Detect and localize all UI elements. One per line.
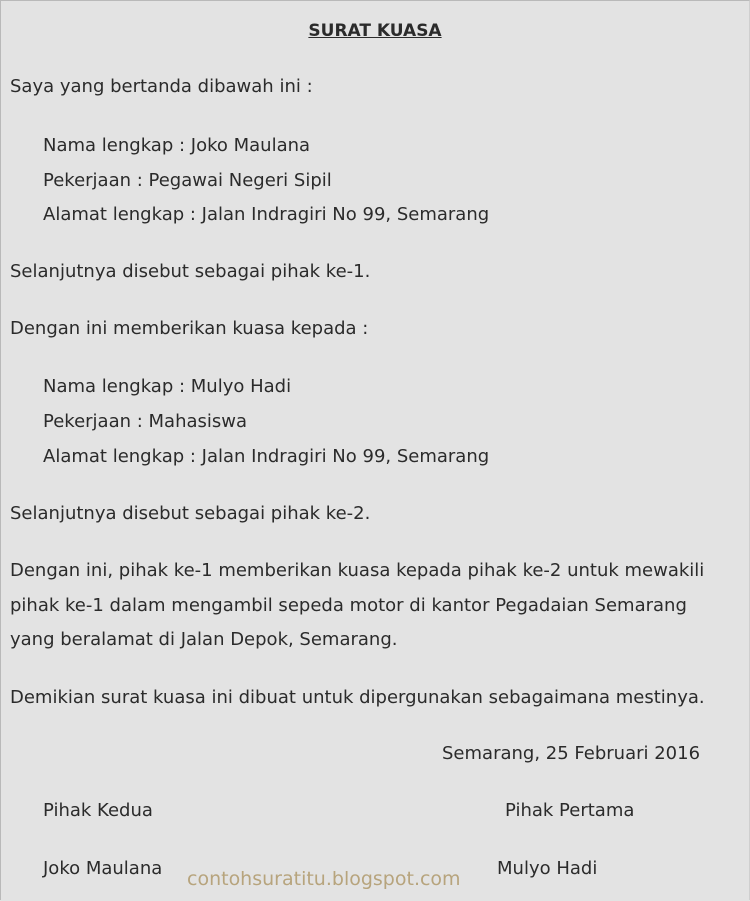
document-title: SURAT KUASA — [308, 21, 442, 41]
signature-name-right: Mulyo Hadi — [497, 858, 598, 879]
signature-label-left: Pihak Kedua — [43, 800, 153, 821]
body-line-3: yang beralamat di Jalan Depok, Semarang. — [10, 629, 398, 650]
intro-text: Saya yang bertanda dibawah ini : — [10, 76, 313, 97]
party1-address: Alamat lengkap : Jalan Indragiri No 99, Semarang — [43, 204, 490, 225]
grant-intro: Dengan ini memberikan kuasa kepada : — [10, 318, 369, 339]
party1-job: Pekerjaan : Pegawai Negeri Sipil — [43, 170, 332, 191]
body-line-1: Dengan ini, pihak ke-1 memberikan kuasa kepada pihak ke-2 untuk mewakili — [10, 560, 705, 581]
place-date: Semarang, 25 Februari 2016 — [442, 743, 701, 764]
watermark-text: contohsuratitu.blogspot.com — [187, 868, 461, 890]
party1-name: Nama lengkap : Joko Maulana — [43, 135, 311, 156]
party2-job: Pekerjaan : Mahasiswa — [43, 411, 248, 432]
closing-text: Demikian surat kuasa ini dibuat untuk dipergunakan sebagaimana mestinya. — [10, 687, 705, 708]
party2-note: Selanjutnya disebut sebagai pihak ke-2. — [10, 503, 371, 524]
signature-name-left: Joko Maulana — [43, 858, 163, 879]
party2-name: Nama lengkap : Mulyo Hadi — [43, 376, 292, 397]
party2-address: Alamat lengkap : Jalan Indragiri No 99, Semarang — [43, 446, 490, 467]
body-line-2: pihak ke-1 dalam mengambil sepeda motor di kantor Pegadaian Semarang — [10, 595, 687, 616]
signature-label-right: Pihak Pertama — [505, 800, 635, 821]
party1-note: Selanjutnya disebut sebagai pihak ke-1. — [10, 261, 371, 282]
